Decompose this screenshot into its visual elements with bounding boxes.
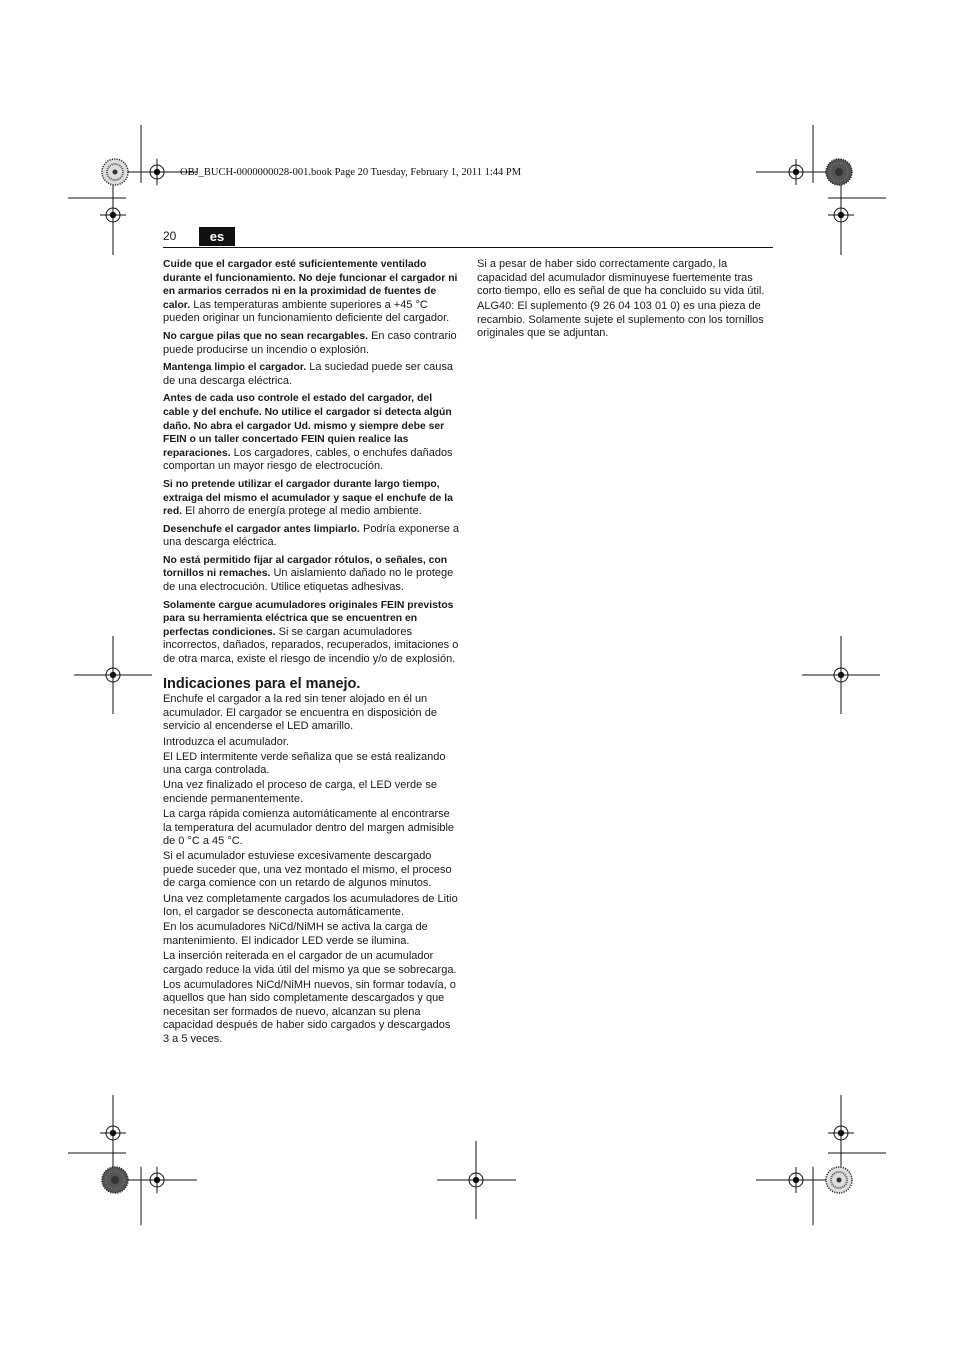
warning-paragraph — [163, 554, 459, 595]
section-title: Indicaciones para el manejo. — [163, 675, 361, 692]
book-file-header: OBJ_BUCH-0000000028-001.book Page 20 Tuesday, February 1, 2011 1:44 PM — [180, 167, 522, 178]
warning-paragraph — [163, 599, 459, 667]
operation-paragraph: Una vez completamente cargados los acumuladores de Litio Ion, el cargador se desconecta automáticamente. — [163, 892, 458, 919]
warning-bold: Solamente cargue acumuladores originales FEIN previstos para su herramienta eléctrica que se encuentren en perfectas condiciones. — [163, 599, 454, 638]
operation-paragraph: Los acumuladores NiCd/NiMH nuevos, sin formar todavía, o aquellos que han sido completamente descargados y que necesitan ser formados de nuevo, alcanzan su plena capacidad después de haber sido cargados y descargados 3 a 5 veces. — [163, 978, 456, 1045]
warning-paragraph — [163, 478, 459, 519]
right-text — [477, 258, 773, 341]
warning-bold: No cargue pilas que no sean recargables. — [163, 330, 369, 342]
warning-text: La suciedad puede ser causa de una descarga eléctrica. — [163, 361, 453, 387]
warning-paragraph — [163, 330, 459, 357]
language-tab: es — [199, 227, 235, 246]
right-paragraph: Si a pesar de haber sido correctamente cargado, la capacidad del acumulador disminuyese fuertemente tras corto tiempo, ello es señal de que ha concluido su vida útil. — [477, 258, 765, 298]
warning-bold: No está permitido fijar al cargador rótulos, o señales, con tornillos ni remaches. — [163, 554, 448, 580]
operation-paragraph: El LED intermitente verde señaliza que se está realizando una carga controlada. — [163, 750, 446, 777]
left-column — [163, 258, 459, 1048]
warning-text: Si se cargan acumuladores incorrectos, dañados, reparados, recuperados, imitaciones o de otra marca, existe el riesgo de incendio y/o de explosión. — [163, 625, 459, 666]
warning-bold: Desenchufe el cargador antes limpiarlo. — [163, 523, 360, 535]
warning-bold: Antes de cada uso controle el estado del cargador, del cable y del enchufe. No utilice el cargador si detecta algún daño. No abra el cargador Ud. mismo y siempre debe ser FEIN o un taller concertado FEIN quien realice las reparaciones. — [163, 393, 452, 459]
operation-paragraph: La inserción reiterada en el cargador de un acumulador cargado reduce la vida útil del mismo ya que se sobrecarga. — [163, 949, 457, 976]
header-rule — [163, 247, 773, 248]
warning-paragraph — [163, 523, 459, 550]
warning-text: Podría exponerse a una descarga eléctrica. — [163, 522, 459, 549]
warning-paragraph — [163, 392, 459, 474]
warning-text: Las temperaturas ambiente superiores a +45 °C pueden originar un funcionamiento deficiente del cargador. — [163, 298, 450, 325]
right-paragraph: ALG40: El suplemento (9 26 04 103 01 0) es una pieza de recambio. Solamente sujete el suplemento con los tornillos originales que se adjuntan. — [477, 300, 764, 340]
operation-paragraph: Enchufe el cargador a la red sin tener alojado en él un acumulador. El cargador se encuentra en disposición de servicio al encenderse el LED amarillo. — [163, 693, 437, 733]
safety-warnings — [163, 258, 459, 667]
warning-text: Un aislamiento dañado no le protege de una electrocución. Utilice etiquetas adhesivas. — [163, 567, 454, 594]
warning-text: En caso contrario puede producirse un incendio o explosión. — [163, 329, 457, 356]
warning-bold: Cuide que el cargador esté suficientemente ventilado durante el funcionamiento. No deje funcionar el cargador ni en armarios cerrados ni en la proximidad de fuentes de calor. — [163, 259, 458, 311]
operation-paragraph: Una vez finalizado el proceso de carga, el LED verde se enciende permanentemente. — [163, 779, 437, 805]
operation-paragraph: Si el acumulador estuviese excesivamente descargado puede suceder que, una vez montado el mismo, el proceso de carga comience con un retardo de algunos minutos. — [163, 850, 452, 890]
warning-bold: Mantenga limpio el cargador. — [163, 362, 307, 374]
warning-text: El ahorro de energía protege al medio ambiente. — [182, 505, 422, 518]
page-number: 20 — [163, 229, 177, 243]
right-column — [477, 258, 773, 343]
operation-instructions — [163, 693, 459, 1046]
warning-paragraph — [163, 258, 459, 326]
warning-bold: Si no pretende utilizar el cargador durante largo tiempo, extraiga del mismo el acumulador y saque el enchufe de la red. — [163, 478, 453, 518]
operation-paragraph: Introduzca el acumulador. — [163, 735, 289, 748]
warning-paragraph — [163, 361, 459, 388]
operation-paragraph: En los acumuladores NiCd/NiMH se activa la carga de mantenimiento. El indicador LED verde se ilumina. — [163, 921, 428, 947]
warning-text: Los cargadores, cables, o enchufes dañados comportan un mayor riesgo de electrocución. — [163, 446, 453, 473]
operation-paragraph: La carga rápida comienza automáticamente al encontrarse la temperatura del acumulador dentro del margen admisible de 0 °C a 45 °C. — [163, 807, 455, 848]
